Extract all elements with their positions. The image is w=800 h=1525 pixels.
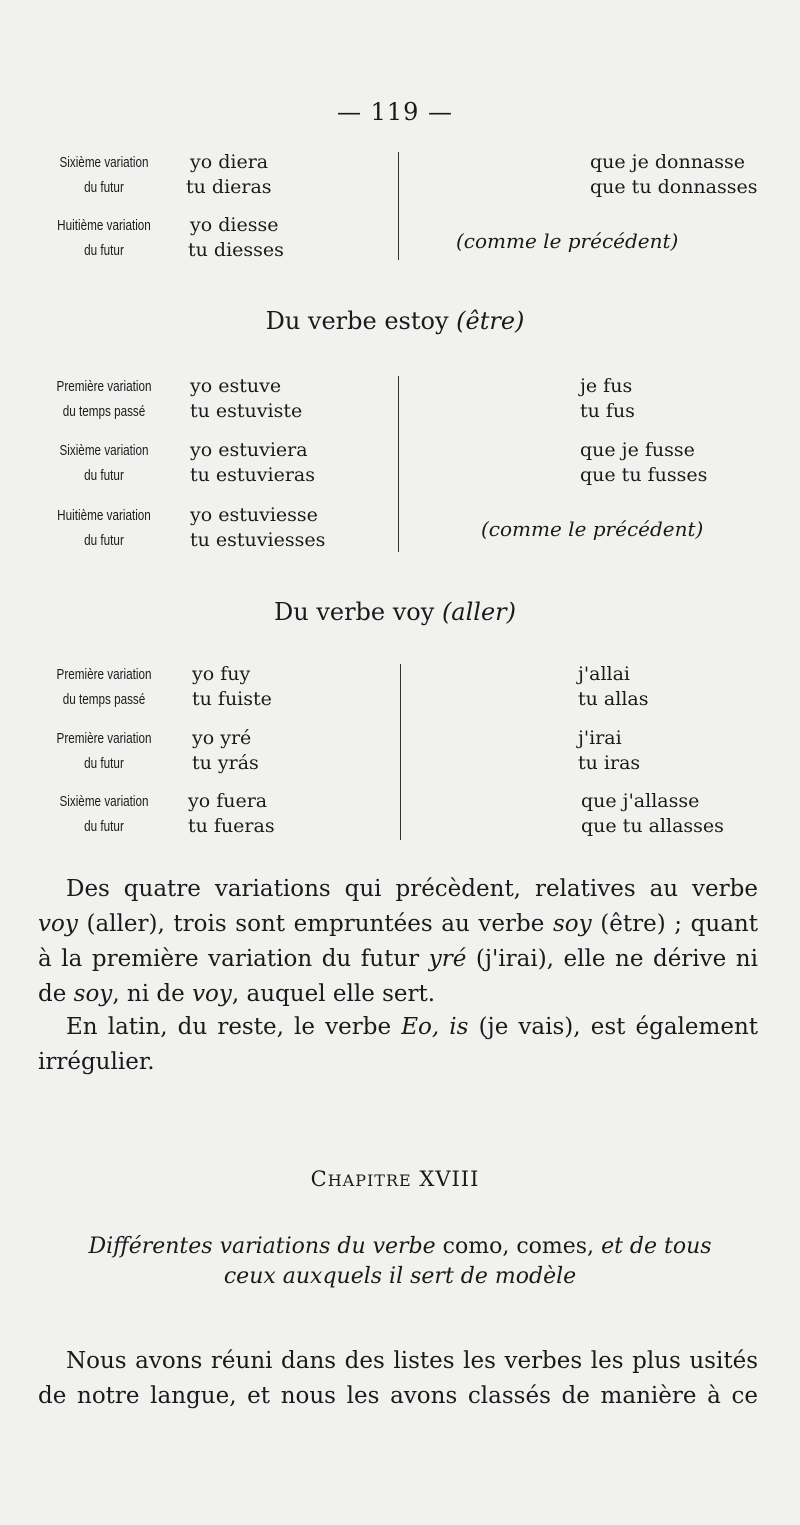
french-form: tu iras bbox=[578, 752, 641, 774]
italic-word: voy bbox=[192, 981, 232, 1007]
variation-label bbox=[38, 503, 169, 553]
comme-le-precedent-note: (comme le précédent) bbox=[481, 517, 704, 541]
variation-label-line: du temps passé bbox=[62, 691, 146, 708]
chapter-cap: C bbox=[310, 1167, 328, 1191]
variation-label bbox=[38, 662, 169, 712]
italic-word: soy bbox=[73, 981, 113, 1007]
variation-label-line: Huitième variation bbox=[57, 217, 151, 234]
text-run: , auquel elle sert. bbox=[231, 981, 436, 1007]
french-form: j'irai bbox=[578, 727, 622, 749]
french-forms bbox=[581, 789, 724, 839]
heading-text: Du verbe estoy bbox=[265, 307, 457, 335]
spanish-form: yo diera bbox=[190, 151, 269, 173]
variation-label bbox=[38, 213, 169, 263]
french-forms bbox=[578, 662, 648, 712]
variation-label-line: Première variation bbox=[56, 378, 152, 395]
variation-label-line: du futur bbox=[84, 532, 124, 549]
french-forms bbox=[578, 726, 640, 776]
french-form: que tu fusses bbox=[580, 464, 708, 486]
french-form: j'allai bbox=[578, 663, 630, 685]
paragraph-line bbox=[38, 907, 758, 942]
spanish-forms bbox=[192, 726, 259, 776]
text-run: irrégulier. bbox=[38, 1049, 155, 1075]
body-paragraph bbox=[38, 1344, 758, 1414]
spanish-form: yo estuviera bbox=[190, 439, 308, 461]
variation-label-line: du futur bbox=[84, 467, 124, 484]
subtitle-line bbox=[0, 1232, 800, 1262]
table-row bbox=[0, 213, 800, 269]
spanish-form: yo fuera bbox=[188, 790, 268, 812]
subtitle-italic: Différentes variations du verbe bbox=[88, 1234, 436, 1259]
spanish-form: yo estuve bbox=[190, 375, 282, 397]
italic-word: Eo, is bbox=[401, 1014, 469, 1040]
paragraph-line bbox=[38, 872, 758, 907]
spanish-form: tu dieras bbox=[186, 176, 272, 198]
text-run: de notre langue, et nous les avons classés de manière à ce bbox=[38, 1383, 758, 1409]
text-run: à la première variation du futur bbox=[38, 946, 429, 972]
spanish-form: yo estuviesse bbox=[190, 504, 318, 526]
variation-label-line: du futur bbox=[84, 179, 124, 196]
variation-label-line: Première variation bbox=[56, 730, 152, 747]
section-heading-voy bbox=[0, 598, 790, 626]
body-paragraph bbox=[38, 872, 758, 1012]
variation-label-line: du futur bbox=[84, 818, 124, 835]
variation-label-line: Huitième variation bbox=[57, 507, 151, 524]
column-divider bbox=[398, 376, 399, 552]
variation-label-line: du futur bbox=[84, 242, 124, 259]
subtitle-italic: et de tous bbox=[601, 1234, 712, 1259]
french-forms bbox=[580, 374, 635, 424]
french-form: tu allas bbox=[578, 688, 649, 710]
spanish-form: tu fueras bbox=[188, 815, 275, 837]
paragraph-line bbox=[38, 1010, 758, 1045]
subtitle-line bbox=[0, 1262, 800, 1292]
spanish-forms bbox=[188, 150, 272, 200]
text-run: , ni de bbox=[112, 981, 193, 1007]
variation-label bbox=[38, 789, 169, 839]
french-forms bbox=[590, 150, 758, 200]
subtitle-italic: ceux auxquels il sert de modèle bbox=[223, 1264, 577, 1289]
spanish-form: tu diesses bbox=[188, 239, 284, 261]
text-run: En latin, du reste, le verbe bbox=[66, 1014, 402, 1040]
spanish-forms bbox=[188, 789, 275, 839]
text-run: Nous avons réuni dans des listes les verbes les plus usités bbox=[66, 1348, 758, 1374]
text-run: de bbox=[38, 981, 74, 1007]
spanish-forms bbox=[188, 213, 284, 263]
text-run: (je vais), est également bbox=[468, 1014, 758, 1040]
text-run: (aller), trois sont empruntées au verbe bbox=[77, 911, 553, 937]
variation-label bbox=[38, 150, 169, 200]
paragraph-line bbox=[38, 977, 758, 1012]
variation-label-line: du futur bbox=[84, 755, 124, 772]
text-run: (j'irai), elle ne dérive ni bbox=[466, 946, 758, 972]
french-form: que tu donnasses bbox=[590, 176, 758, 198]
spanish-form: yo diesse bbox=[190, 214, 279, 236]
paragraph-line bbox=[38, 942, 758, 977]
spanish-forms bbox=[190, 438, 315, 488]
french-form: que je donnasse bbox=[590, 151, 746, 173]
page-number: — 119 — bbox=[336, 98, 454, 126]
chapter-subtitle bbox=[0, 1232, 800, 1292]
chapter-number: XVIII bbox=[411, 1167, 480, 1191]
french-form: tu fus bbox=[580, 400, 635, 422]
italic-word: yré bbox=[428, 946, 467, 972]
spanish-form: tu estuviste bbox=[190, 400, 303, 422]
variation-label-line: Sixième variation bbox=[59, 793, 149, 810]
spanish-form: tu fuiste bbox=[192, 688, 272, 710]
spanish-forms bbox=[192, 662, 272, 712]
column-divider bbox=[398, 152, 399, 260]
text-run: (être) ; quant bbox=[591, 911, 758, 937]
variation-label-line: Première variation bbox=[56, 666, 152, 683]
table-row bbox=[0, 374, 800, 430]
subtitle-roman: como, comes, bbox=[435, 1234, 602, 1259]
body-paragraph bbox=[38, 1010, 758, 1080]
french-form: je fus bbox=[580, 375, 633, 397]
spanish-form: tu yrás bbox=[192, 752, 259, 774]
spanish-forms bbox=[190, 374, 302, 424]
italic-word: voy bbox=[38, 911, 78, 937]
variation-label bbox=[38, 374, 169, 424]
variation-label bbox=[38, 438, 169, 488]
heading-text: Du verbe voy bbox=[273, 598, 442, 626]
french-form: que tu allasses bbox=[581, 815, 724, 837]
italic-word: soy bbox=[552, 911, 592, 937]
table-row bbox=[0, 438, 800, 494]
variation-label bbox=[38, 726, 169, 776]
french-form: que je fusse bbox=[580, 439, 695, 461]
spanish-form: yo yré bbox=[192, 727, 252, 749]
column-divider bbox=[400, 664, 401, 840]
chapter-smallcaps: HAPITRE bbox=[327, 1171, 412, 1190]
table-row bbox=[0, 150, 800, 206]
chapter-heading bbox=[0, 1167, 790, 1191]
heading-translation: (aller) bbox=[441, 598, 516, 626]
spanish-forms bbox=[190, 503, 325, 553]
text-run: Des quatre variations qui précèdent, relatives au verbe bbox=[66, 876, 758, 902]
variation-label-line: Sixième variation bbox=[59, 154, 149, 171]
spanish-form: yo fuy bbox=[192, 663, 251, 685]
spanish-form: tu estuvieras bbox=[190, 464, 315, 486]
comme-le-precedent-note: (comme le précédent) bbox=[456, 229, 679, 253]
variation-label-line: du temps passé bbox=[62, 403, 146, 420]
section-heading-estoy bbox=[0, 307, 790, 335]
variation-label-line: Sixième variation bbox=[59, 442, 149, 459]
paragraph-line bbox=[38, 1344, 758, 1379]
paragraph-line bbox=[38, 1379, 758, 1414]
heading-translation: (être) bbox=[456, 307, 525, 335]
french-forms bbox=[580, 438, 707, 488]
paragraph-line bbox=[38, 1045, 758, 1080]
spanish-form: tu estuviesses bbox=[190, 529, 326, 551]
french-form: que j'allasse bbox=[581, 790, 700, 812]
